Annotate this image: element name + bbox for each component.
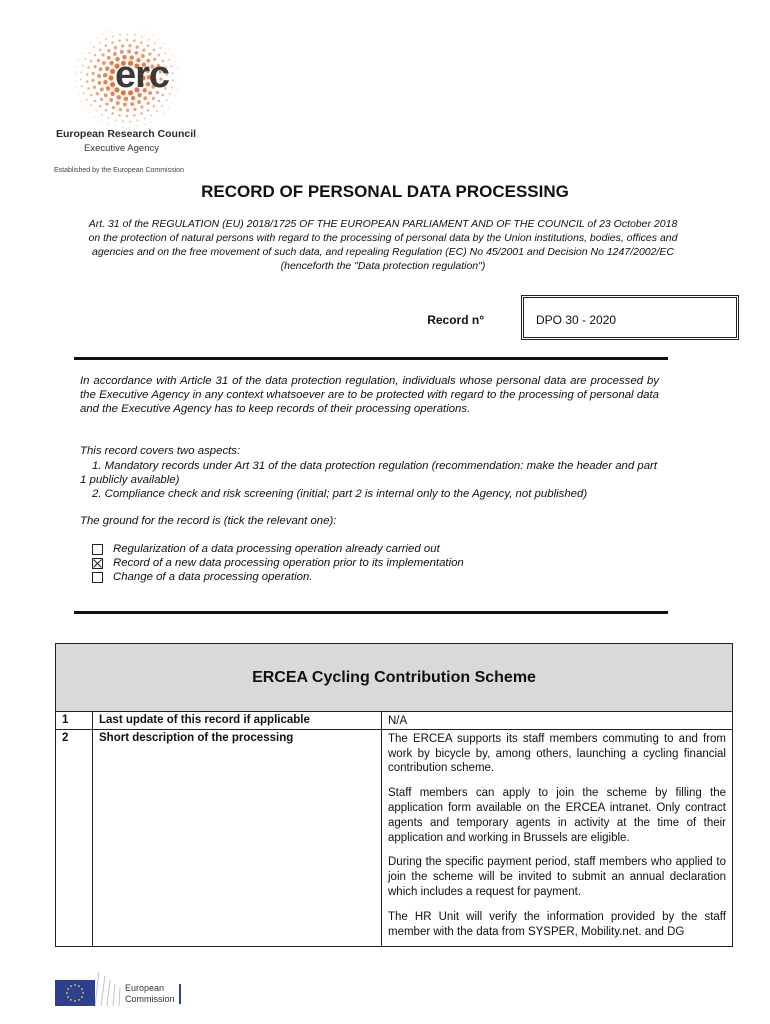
checkbox-new-record-checked[interactable] bbox=[92, 558, 103, 569]
erc-subtitle: Executive Agency bbox=[84, 143, 159, 154]
page-title: RECORD OF PERSONAL DATA PROCESSING bbox=[201, 182, 569, 201]
erc-established: Established by the European Commission bbox=[54, 167, 184, 174]
record-number-label: Record n° bbox=[427, 313, 484, 327]
row-value: N/A bbox=[388, 715, 408, 727]
ground-heading: The ground for the record is (tick the relevant one): bbox=[80, 515, 337, 527]
european-commission-logo bbox=[55, 968, 195, 1008]
eu-flag-icon bbox=[55, 980, 95, 1006]
table-row bbox=[56, 712, 732, 730]
erc-acronym: erc bbox=[114, 54, 170, 96]
divider-top bbox=[74, 357, 668, 360]
ground-option-new-record[interactable] bbox=[92, 557, 464, 569]
erc-name: European Research Council bbox=[56, 128, 197, 140]
ground-option-regularization[interactable] bbox=[92, 543, 440, 555]
record-table bbox=[55, 643, 733, 947]
record-number-value: DPO 30 - 2020 bbox=[536, 313, 617, 327]
eu-stars-icon bbox=[55, 980, 95, 1006]
row-value bbox=[382, 730, 732, 946]
checkbox-change[interactable] bbox=[92, 572, 103, 583]
record-number-box bbox=[521, 295, 739, 340]
aspects-heading: This record covers two aspects: bbox=[80, 445, 241, 457]
intro-text: In accordance with Article 31 of the data protection regulation, individuals whose personal data are processed by the Executive Agency in any context whatsoever are to be protected with regard to the processing of personal data and the Executive Agency has to keep records of their processing operations. bbox=[80, 375, 659, 416]
table-title: ERCEA Cycling Contribution Scheme bbox=[56, 644, 732, 712]
checkbox-regularization[interactable] bbox=[92, 544, 103, 555]
erc-logo bbox=[54, 30, 204, 180]
option-label: Regularization of a data processing operation already carried out bbox=[113, 543, 440, 555]
description-paragraph: During the specific payment period, staff members who applied to join the scheme will be invited to submit an annual declaration which includes a request for payment. bbox=[388, 856, 726, 898]
row-number: 1 bbox=[56, 712, 93, 729]
row-label: Short description of the processing bbox=[93, 730, 382, 946]
description-paragraph: Staff members can apply to join the scheme by filling the application form available on the ERCEA intranet. Only contract agents and temporary agents in activity at the time of their application and working in Brussels are eligible. bbox=[388, 787, 726, 844]
legal-basis: Art. 31 of the REGULATION (EU) 2018/1725 OF THE EUROPEAN PARLIAMENT AND OF THE COUNCIL of 23 October 2018 on the protection of natural persons with regard to the processing of personal data by the Union institutions, bodies, offices and agencies and on the free movement of such data, and repealing Regulation (EC) No 45/2001 and Decision No 1247/2002/EC (henceforth the "Data protection regulation") bbox=[88, 218, 678, 272]
ground-option-change[interactable] bbox=[92, 571, 312, 583]
aspect-2: 2. Compliance check and risk screening (initial; part 2 is internal only to the Agency, not published) bbox=[92, 488, 588, 500]
row-number: 2 bbox=[56, 730, 93, 946]
description-paragraph: The ERCEA supports its staff members commuting to and from work by bicycle by, among others, launching a cycling financial contribution scheme. bbox=[388, 732, 726, 775]
ec-text-line2: Commission bbox=[125, 994, 175, 1004]
ec-text-line1: European bbox=[125, 983, 165, 993]
ec-bar bbox=[179, 984, 181, 1004]
description-paragraph: The HR Unit will verify the information provided by the staff member with the data from SYSPER, Mobility.net. and DG bbox=[388, 910, 726, 938]
option-label: Change of a data processing operation. bbox=[113, 571, 313, 583]
divider-bottom bbox=[74, 611, 668, 614]
aspect-1: 1. Mandatory records under Art 31 of the data protection regulation (recommendation: make the header and part 1 publicly available) bbox=[80, 460, 658, 487]
option-label: Record of a new data processing operation prior to its implementation bbox=[113, 557, 464, 569]
table-row bbox=[56, 730, 732, 946]
berlaymont-icon bbox=[95, 972, 123, 1006]
row-label: Last update of this record if applicable bbox=[93, 712, 382, 729]
